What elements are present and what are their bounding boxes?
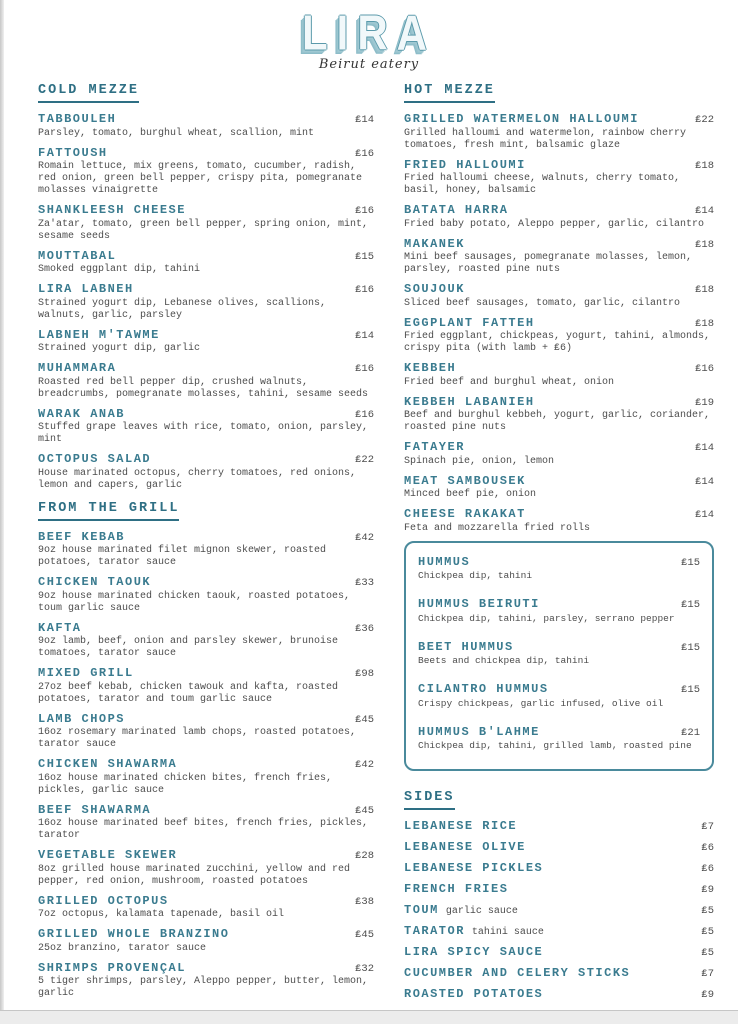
menu-item-price: ₤15 xyxy=(681,599,700,611)
side-item-name: CUCUMBER AND CELERY STICKS xyxy=(404,966,631,980)
menu-item-header xyxy=(38,146,374,161)
menu-item-price: ₤45 xyxy=(355,713,374,726)
menu-item-price: ₤22 xyxy=(355,454,374,466)
menu-item-name: MEAT SAMBOUSEK xyxy=(404,473,526,488)
menu-item-octopus-salad xyxy=(38,452,374,492)
menu-item-description: Smoked eggplant dip, tahini xyxy=(38,264,201,275)
menu-item-description: Roasted red bell pepper dip, crushed walnuts, breadcrumbs, pomegranate molasses, tahini, sesame seeds xyxy=(38,376,369,400)
menu-item-price: ₤18 xyxy=(695,284,714,296)
section-cold-mezze xyxy=(38,82,374,492)
section-sides xyxy=(404,789,714,1008)
menu-item-header xyxy=(404,203,714,218)
menu-item-name: MOUTTABAL xyxy=(38,248,117,263)
menu-item-description: Romain lettuce, mix greens, tomato, cucumber, radish, red onion, green bell pepper, crispy pita, pomegranate molasses vinaigrette xyxy=(38,161,363,196)
side-item-lebanese-pickles xyxy=(404,861,714,882)
menu-item-description: Crispy chickpeas, garlic infused, olive oil xyxy=(418,697,664,709)
menu-item-price: ₤16 xyxy=(355,363,374,375)
logo-subtitle: Beirut eatery xyxy=(318,57,420,72)
menu-item-description: Strained yogurt dip, garlic xyxy=(38,343,201,354)
menu-item-header xyxy=(418,725,700,740)
menu-item-header xyxy=(38,112,374,127)
side-item-price: ₤6 xyxy=(701,863,714,875)
menu-item-header xyxy=(404,507,714,522)
menu-item-header xyxy=(418,682,700,697)
menu-item-description: Stuffed grape leaves with rice, tomato, onion, parsley, mint xyxy=(38,422,369,445)
menu-item-price: ₤45 xyxy=(355,929,374,941)
side-item-name: ROASTED POTATOES xyxy=(404,987,544,1001)
menu-item-description: Chickpea dip, tahini xyxy=(418,570,533,581)
side-item-price: ₤5 xyxy=(701,905,714,917)
menu-item-lamb-chops xyxy=(38,712,374,752)
side-item-name: LEBANESE RICE xyxy=(404,819,518,833)
menu-item-shankleesh-cheese xyxy=(38,203,374,243)
menu-item-warak-anab xyxy=(38,407,374,447)
section-from-the-grill xyxy=(38,500,374,1001)
menu-item-kebbeh xyxy=(404,361,714,389)
menu-item-name: FATAYER xyxy=(404,440,465,454)
menu-item-name: HUMMUS B'LAHME xyxy=(418,724,540,739)
menu-item-price: ₤32 xyxy=(355,962,374,975)
menu-item-kafta xyxy=(38,621,374,661)
menu-item-price: ₤15 xyxy=(681,556,700,569)
menu-item-header xyxy=(404,158,714,173)
side-item-lebanese-olive xyxy=(404,840,714,861)
menu-item-header xyxy=(38,894,374,909)
menu-item-description: 9oz house marinated filet mignon skewer, roasted potatoes, tarator sauce xyxy=(38,545,327,568)
menu-item-kebbeh-labanieh xyxy=(404,395,714,435)
menu-item-header xyxy=(418,597,700,612)
menu-item-name: SOUJOUK xyxy=(404,282,465,296)
menu-item-description: 25oz branzino, tarator sauce xyxy=(38,942,207,954)
menu-item-description: 27oz beef kebab, chicken tawouk and kafta, roasted potatoes, tarator and toum garlic sauce xyxy=(38,681,339,705)
menu-item-name: TABBOULEH xyxy=(38,112,117,126)
menu-item-name: MUHAMMARA xyxy=(38,361,117,375)
menu-item-name: HUMMUS BEIRUTI xyxy=(418,597,540,611)
menu-item-name: KEBBEH xyxy=(404,361,457,375)
boxed-section-hummus-specials xyxy=(404,541,714,772)
menu-item-name: SHANKLEESH CHEESE xyxy=(38,203,186,217)
side-item-tarator xyxy=(404,924,714,945)
menu-item-price: ₤14 xyxy=(355,329,374,342)
menu-item-header xyxy=(38,621,374,636)
side-item-name: LEBANESE PICKLES xyxy=(404,861,544,875)
menu-item-price: ₤22 xyxy=(695,114,714,126)
menu-item-header xyxy=(38,575,374,590)
menu-item-description: 5 tiger shrimps, parsley, Aleppo pepper, butter, lemon, garlic xyxy=(38,976,369,999)
menu-item-description: Chickpea dip, tahini, grilled lamb, roasted pine xyxy=(418,740,692,751)
menu-item-name: GRILLED WHOLE BRANZINO xyxy=(38,927,230,941)
menu-item-header xyxy=(38,328,374,343)
menu-columns xyxy=(0,72,738,1008)
menu-item-header xyxy=(38,249,374,264)
menu-item-name: MIXED GRILL xyxy=(38,666,134,680)
menu-item-tabbouleh xyxy=(38,112,374,140)
menu-item-header xyxy=(404,440,714,455)
menu-item-name: KEBBEH LABANIEH xyxy=(404,394,535,409)
side-item-price: ₤6 xyxy=(701,842,714,854)
menu-item-description: Mini beef sausages, pomegranate molasses, lemon, parsley, roasted pine nuts xyxy=(404,252,693,275)
side-item-name: LIRA SPICY SAUCE xyxy=(404,945,544,959)
menu-item-price: ₤38 xyxy=(355,895,374,908)
menu-item-price: ₤16 xyxy=(695,363,714,375)
side-item-description: tahini sauce xyxy=(471,927,544,938)
side-item-cucumber-and-celery-sticks xyxy=(404,966,714,987)
menu-item-price: ₤28 xyxy=(355,850,374,862)
menu-item-description: Feta and mozzarella fried rolls xyxy=(404,522,591,534)
menu-item-hummus-beiruti xyxy=(418,597,700,625)
side-item-name: TARATOR xyxy=(404,924,465,938)
menu-item-name: FRIED HALLOUMI xyxy=(404,157,526,172)
menu-item-cheese-rakakat xyxy=(404,507,714,535)
menu-item-name: CHICKEN TAOUK xyxy=(38,575,152,589)
menu-item-name: HUMMUS xyxy=(418,554,471,569)
menu-item-price: ₤14 xyxy=(695,442,714,454)
menu-item-header xyxy=(38,803,374,818)
menu-item-description: 7oz octopus, kalamata tapenade, basil oil xyxy=(38,909,285,920)
menu-item-description: 8oz grilled house marinated zucchini, yellow and red pepper, red onion, mushroom, roasted potatoes xyxy=(38,863,351,887)
menu-item-description: 16oz house marinated chicken bites, french fries, pickles, garlic sauce xyxy=(38,772,333,796)
menu-item-header xyxy=(404,112,714,127)
menu-item-header xyxy=(38,757,374,772)
menu-item-description: Beef and burghul kebbeh, yogurt, garlic, coriander, roasted pine nuts xyxy=(404,410,711,433)
menu-item-description: Za'atar, tomato, green bell pepper, spring onion, mint, sesame seeds xyxy=(38,218,369,242)
menu-item-price: ₤36 xyxy=(355,622,374,635)
menu-item-price: ₤14 xyxy=(695,475,714,488)
menu-item-price: ₤14 xyxy=(695,509,714,521)
menu-item-name: BEEF KEBAB xyxy=(38,529,126,544)
side-item-price: ₤7 xyxy=(701,968,714,980)
menu-item-price: ₤98 xyxy=(355,668,374,680)
menu-item-header xyxy=(404,474,714,489)
page-edge-bottom xyxy=(0,1010,738,1024)
menu-item-description: Fried beef and burghul wheat, onion xyxy=(404,376,615,388)
menu-item-description: Sliced beef sausages, tomato, garlic, cilantro xyxy=(404,297,681,309)
menu-item-batata-harra xyxy=(404,203,714,231)
menu-item-name: VEGETABLE SKEWER xyxy=(38,848,178,862)
menu-item-labneh-m-tawme xyxy=(38,328,374,356)
menu-item-mouttabal xyxy=(38,249,374,277)
menu-item-chicken-shawarma xyxy=(38,757,374,797)
menu-item-header xyxy=(404,395,714,410)
menu-item-grilled-octopus xyxy=(38,894,374,922)
menu-item-name: CHICKEN SHAWARMA xyxy=(38,757,178,771)
menu-item-description: Fried halloumi cheese, walnuts, cherry tomato, basil, honey, balsamic xyxy=(404,173,681,196)
menu-item-description: 9oz lamb, beef, onion and parsley skewer, brunoise tomatoes, tarator sauce xyxy=(38,636,339,659)
menu-item-price: ₤45 xyxy=(355,804,374,817)
menu-item-name: FATTOUSH xyxy=(38,145,108,160)
menu-item-lira-labneh xyxy=(38,282,374,322)
side-item-name: FRENCH FRIES xyxy=(404,882,509,896)
menu-item-description: Chickpea dip, tahini, parsley, serrano pepper xyxy=(418,612,675,624)
menu-item-price: ₤18 xyxy=(695,317,714,330)
menu-item-header xyxy=(38,848,374,863)
menu-item-cilantro-hummus xyxy=(418,682,700,710)
menu-item-price: ₤18 xyxy=(695,238,714,251)
menu-item-description: Beets and chickpea dip, tahini xyxy=(418,655,590,666)
menu-item-header xyxy=(38,203,374,218)
menu-item-description: Fried baby potato, Aleppo pepper, garlic, cilantro xyxy=(404,218,705,230)
menu-item-name: OCTOPUS SALAD xyxy=(38,452,152,466)
menu-item-name: GRILLED WATERMELON HALLOUMI xyxy=(404,112,639,126)
side-item-lebanese-rice xyxy=(404,819,714,840)
side-item-price: ₤5 xyxy=(701,926,714,938)
side-item-lira-spicy-sauce xyxy=(404,945,714,966)
menu-item-grilled-whole-branzino xyxy=(38,927,374,955)
menu-item-hummus xyxy=(418,555,700,583)
menu-item-vegetable-skewer xyxy=(38,848,374,888)
menu-item-price: ₤19 xyxy=(695,396,714,409)
menu-item-price: ₤42 xyxy=(355,759,374,771)
menu-item-price: ₤42 xyxy=(355,531,374,544)
menu-item-price: ₤16 xyxy=(355,147,374,160)
menu-item-muhammara xyxy=(38,361,374,401)
menu-item-header xyxy=(404,316,714,331)
menu-item-price: ₤16 xyxy=(355,284,374,296)
menu-item-header xyxy=(38,961,374,976)
menu-item-header xyxy=(38,530,374,545)
menu-item-name: KAFTA xyxy=(38,620,82,635)
logo xyxy=(0,0,738,72)
menu-item-soujouk xyxy=(404,282,714,310)
menu-item-shrimps-proven-al xyxy=(38,961,374,1001)
side-item-roasted-potatoes xyxy=(404,987,714,1008)
menu-item-name: LIRA LABNEH xyxy=(38,282,134,296)
menu-item-name: BEET HUMMUS xyxy=(418,639,514,654)
menu-item-header xyxy=(38,666,374,681)
side-item-price: ₤9 xyxy=(701,884,714,896)
menu-item-price: ₤16 xyxy=(355,205,374,217)
menu-item-header xyxy=(38,361,374,376)
menu-item-header xyxy=(404,282,714,297)
menu-item-header xyxy=(38,712,374,727)
menu-item-name: LABNEH M'TAWME xyxy=(38,327,160,342)
menu-item-fried-halloumi xyxy=(404,158,714,198)
menu-item-beet-hummus xyxy=(418,640,700,668)
menu-item-description: Strained yogurt dip, Lebanese olives, scallions, walnuts, garlic, parsley xyxy=(38,297,327,321)
menu-item-price: ₤33 xyxy=(355,577,374,589)
menu-item-header xyxy=(418,640,700,655)
side-item-name: TOUM xyxy=(404,903,439,917)
menu-item-name: SHRIMPS PROVENÇAL xyxy=(38,960,186,975)
menu-item-chicken-taouk xyxy=(38,575,374,615)
section-title-from-the-grill: FROM THE GRILL xyxy=(38,500,179,521)
menu-item-grilled-watermelon-halloumi xyxy=(404,112,714,152)
menu-item-name: BEEF SHAWARMA xyxy=(38,802,152,817)
menu-item-description: House marinated octopus, cherry tomatoes, red onions, lemon and capers, garlic xyxy=(38,467,357,491)
menu-item-beef-kebab xyxy=(38,530,374,570)
menu-item-beef-shawarma xyxy=(38,803,374,843)
menu-item-header xyxy=(38,452,374,467)
logo-wordmark: LIRA xyxy=(302,4,436,61)
menu-item-header xyxy=(404,361,714,376)
menu-item-name: WARAK ANAB xyxy=(38,406,126,421)
menu-item-fattoush xyxy=(38,146,374,198)
section-title-cold-mezze: COLD MEZZE xyxy=(38,82,139,103)
menu-item-mixed-grill xyxy=(38,666,374,706)
menu-item-description: Grilled halloumi and watermelon, rainbow cherry tomatoes, fresh mint, balsamic glaze xyxy=(404,127,687,151)
section-hot-mezze xyxy=(404,82,714,535)
section-title-sides: SIDES xyxy=(404,789,455,810)
menu-item-header xyxy=(38,282,374,297)
menu-item-description: 16oz rosemary marinated lamb chops, roasted potatoes, tarator sauce xyxy=(38,727,357,750)
menu-item-name: LAMB CHOPS xyxy=(38,711,126,726)
menu-item-description: 9oz house marinated chicken taouk, roasted potatoes, toum garlic sauce xyxy=(38,590,351,614)
menu-item-hummus-b-lahme xyxy=(418,725,700,753)
side-item-price: ₤7 xyxy=(701,821,714,833)
menu-column-left xyxy=(38,82,374,1008)
menu-item-meat-sambousek xyxy=(404,474,714,502)
side-item-price: ₤5 xyxy=(701,947,714,959)
menu-item-price: ₤16 xyxy=(355,408,374,421)
menu-item-makanek xyxy=(404,237,714,277)
menu-item-description: Minced beef pie, onion xyxy=(404,489,537,500)
menu-item-price: ₤15 xyxy=(355,250,374,263)
side-item-price: ₤9 xyxy=(701,989,714,1001)
page-edge-left xyxy=(0,0,4,1024)
menu-item-header xyxy=(404,237,714,252)
menu-item-name: CHEESE RAKAKAT xyxy=(404,507,526,521)
side-item-toum xyxy=(404,903,714,924)
menu-item-description: 16oz house marinated beef bites, french fries, pickles, tarator xyxy=(38,818,369,841)
menu-item-header xyxy=(38,407,374,422)
menu-column-right xyxy=(404,82,714,1008)
menu-item-eggplant-fatteh xyxy=(404,316,714,356)
menu-item-name: EGGPLANT FATTEH xyxy=(404,315,535,330)
menu-item-price: ₤14 xyxy=(355,114,374,126)
menu-item-header xyxy=(418,555,700,570)
menu-item-description: Parsley, tomato, burghul wheat, scallion, mint xyxy=(38,127,315,139)
menu-item-name: BATATA HARRA xyxy=(404,203,509,217)
menu-item-description: Fried eggplant, chickpeas, yogurt, tahini, almonds, crispy pita (with lamb + ₤6) xyxy=(404,331,711,354)
menu-item-header xyxy=(38,927,374,942)
menu-item-fatayer xyxy=(404,440,714,468)
menu-item-name: CILANTRO HUMMUS xyxy=(418,682,549,696)
side-item-description: garlic sauce xyxy=(445,906,518,917)
menu-item-name: GRILLED OCTOPUS xyxy=(38,893,169,908)
menu-item-description: Spinach pie, onion, lemon xyxy=(404,455,555,467)
menu-item-price: ₤14 xyxy=(695,205,714,217)
section-title-hot-mezze: HOT MEZZE xyxy=(404,82,495,103)
side-item-name: LEBANESE OLIVE xyxy=(404,840,526,854)
menu-item-name: MAKANEK xyxy=(404,236,465,251)
menu-item-price: ₤15 xyxy=(681,684,700,696)
side-item-french-fries xyxy=(404,882,714,903)
menu-item-price: ₤21 xyxy=(681,726,700,739)
menu-item-price: ₤15 xyxy=(681,641,700,654)
menu-item-price: ₤18 xyxy=(695,159,714,172)
